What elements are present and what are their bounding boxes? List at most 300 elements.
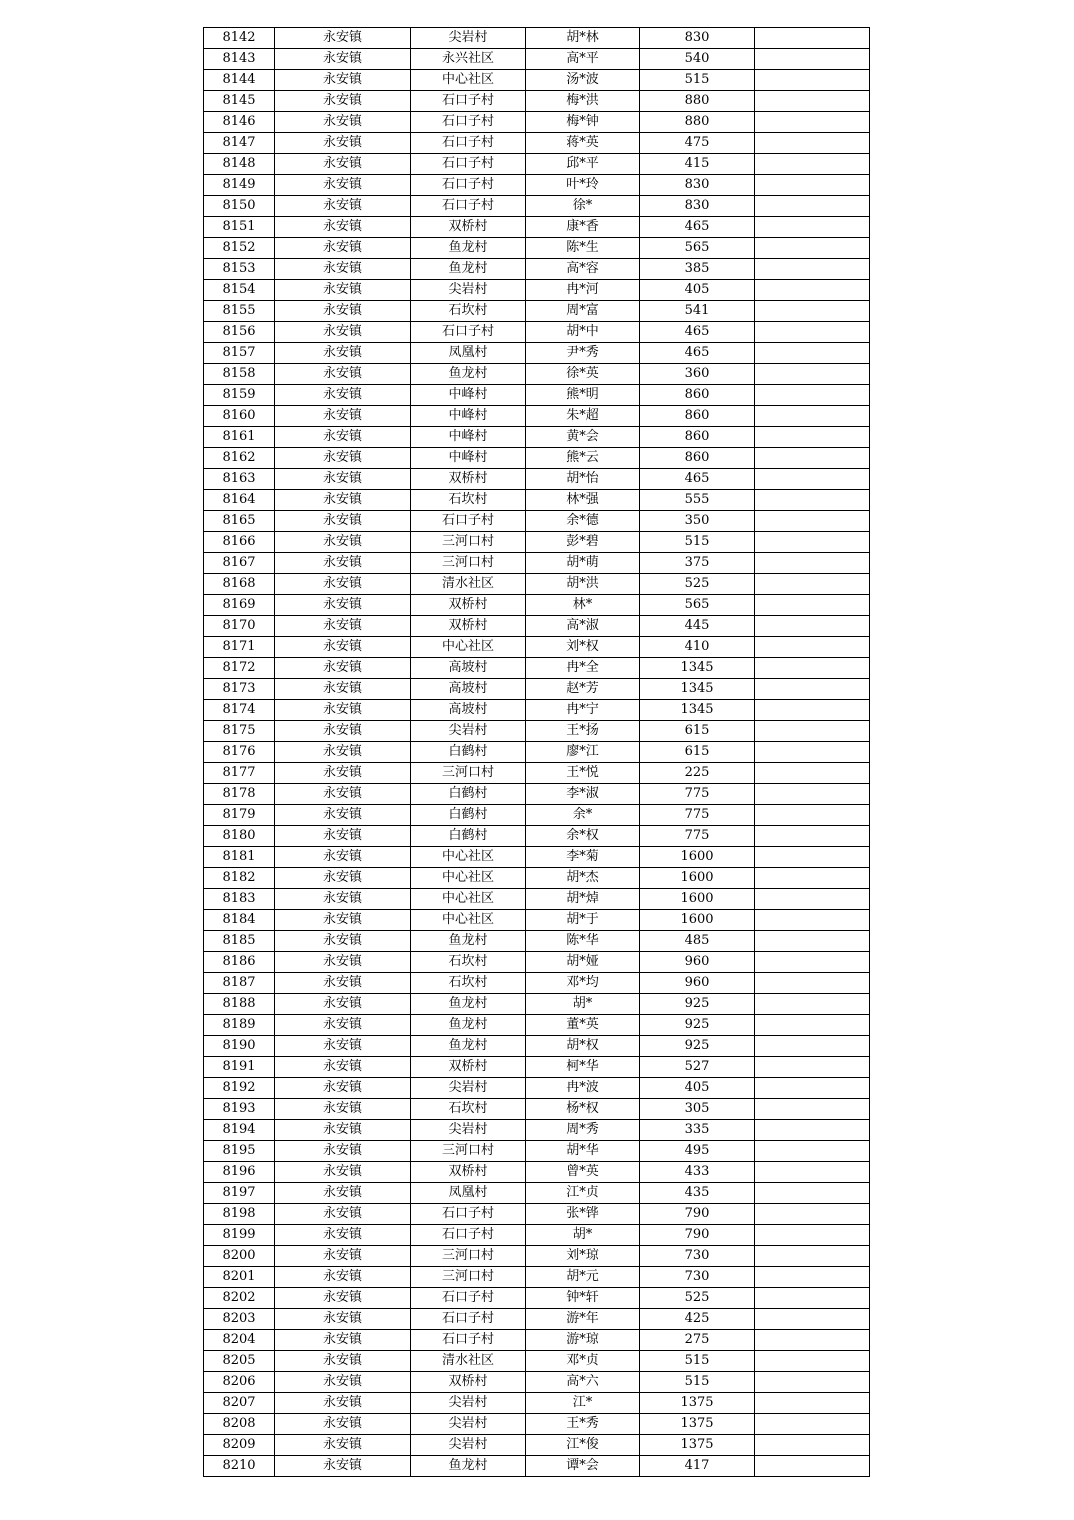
table-row (204, 259, 870, 280)
cell-amount: 445 (640, 616, 755, 637)
cell-village: 石口子村 (411, 1309, 526, 1330)
cell-town: 永安镇 (275, 952, 411, 973)
cell-town: 永安镇 (275, 1372, 411, 1393)
cell-town: 永安镇 (275, 511, 411, 532)
table-row (204, 679, 870, 700)
cell-remark (755, 322, 870, 343)
cell-town: 永安镇 (275, 1330, 411, 1351)
cell-index: 8175 (204, 721, 275, 742)
cell-index: 8171 (204, 637, 275, 658)
cell-index: 8168 (204, 574, 275, 595)
cell-name: 冉*宁 (526, 700, 640, 721)
cell-remark (755, 784, 870, 805)
cell-index: 8176 (204, 742, 275, 763)
cell-village: 中心社区 (411, 637, 526, 658)
cell-index: 8179 (204, 805, 275, 826)
cell-index: 8149 (204, 175, 275, 196)
cell-amount: 335 (640, 1120, 755, 1141)
cell-remark (755, 280, 870, 301)
table-row (204, 1330, 870, 1351)
cell-name: 康*香 (526, 217, 640, 238)
cell-amount: 475 (640, 133, 755, 154)
cell-town: 永安镇 (275, 868, 411, 889)
cell-amount: 515 (640, 70, 755, 91)
cell-name: 周*秀 (526, 1120, 640, 1141)
cell-village: 中心社区 (411, 847, 526, 868)
cell-index: 8205 (204, 1351, 275, 1372)
cell-remark (755, 1372, 870, 1393)
cell-name: 梅*钟 (526, 112, 640, 133)
cell-index: 8197 (204, 1183, 275, 1204)
cell-remark (755, 196, 870, 217)
cell-town: 永安镇 (275, 616, 411, 637)
cell-town: 永安镇 (275, 154, 411, 175)
cell-remark (755, 1435, 870, 1456)
cell-village: 石坎村 (411, 301, 526, 322)
cell-index: 8142 (204, 28, 275, 49)
cell-remark (755, 805, 870, 826)
cell-name: 陈*华 (526, 931, 640, 952)
cell-remark (755, 742, 870, 763)
cell-amount: 830 (640, 196, 755, 217)
cell-index: 8178 (204, 784, 275, 805)
cell-town: 永安镇 (275, 679, 411, 700)
cell-amount: 790 (640, 1204, 755, 1225)
cell-town: 永安镇 (275, 217, 411, 238)
cell-remark (755, 889, 870, 910)
cell-index: 8191 (204, 1057, 275, 1078)
cell-remark (755, 994, 870, 1015)
cell-name: 胡*萌 (526, 553, 640, 574)
cell-village: 石口子村 (411, 322, 526, 343)
cell-remark (755, 1225, 870, 1246)
cell-index: 8166 (204, 532, 275, 553)
cell-amount: 385 (640, 259, 755, 280)
table-row (204, 1015, 870, 1036)
table-row (204, 1267, 870, 1288)
cell-village: 石口子村 (411, 112, 526, 133)
cell-amount: 305 (640, 1099, 755, 1120)
cell-village: 凤凰村 (411, 343, 526, 364)
cell-town: 永安镇 (275, 658, 411, 679)
cell-index: 8164 (204, 490, 275, 511)
cell-village: 尖岩村 (411, 1078, 526, 1099)
cell-town: 永安镇 (275, 889, 411, 910)
cell-town: 永安镇 (275, 910, 411, 931)
cell-name: 徐*英 (526, 364, 640, 385)
cell-village: 石口子村 (411, 154, 526, 175)
cell-town: 永安镇 (275, 322, 411, 343)
cell-village: 鱼龙村 (411, 364, 526, 385)
cell-town: 永安镇 (275, 847, 411, 868)
cell-amount: 1600 (640, 847, 755, 868)
table-row (204, 427, 870, 448)
table-row (204, 217, 870, 238)
cell-remark (755, 1267, 870, 1288)
cell-amount: 465 (640, 343, 755, 364)
table-row (204, 28, 870, 49)
table-row (204, 868, 870, 889)
cell-amount: 860 (640, 427, 755, 448)
cell-remark (755, 1057, 870, 1078)
cell-village: 三河口村 (411, 1141, 526, 1162)
cell-name: 蒋*英 (526, 133, 640, 154)
cell-name: 余*权 (526, 826, 640, 847)
cell-name: 邓*均 (526, 973, 640, 994)
cell-name: 高*平 (526, 49, 640, 70)
table-row (204, 511, 870, 532)
cell-amount: 225 (640, 763, 755, 784)
cell-index: 8184 (204, 910, 275, 931)
cell-town: 永安镇 (275, 721, 411, 742)
cell-amount: 410 (640, 637, 755, 658)
cell-name: 刘*琼 (526, 1246, 640, 1267)
cell-index: 8155 (204, 301, 275, 322)
cell-name: 胡*于 (526, 910, 640, 931)
cell-town: 永安镇 (275, 406, 411, 427)
cell-village: 三河口村 (411, 553, 526, 574)
cell-remark (755, 868, 870, 889)
cell-name: 高*六 (526, 1372, 640, 1393)
cell-index: 8206 (204, 1372, 275, 1393)
cell-remark (755, 1309, 870, 1330)
cell-town: 永安镇 (275, 595, 411, 616)
cell-name: 胡*娅 (526, 952, 640, 973)
cell-remark (755, 70, 870, 91)
cell-name: 胡*杰 (526, 868, 640, 889)
cell-amount: 350 (640, 511, 755, 532)
cell-amount: 465 (640, 217, 755, 238)
cell-village: 双桥村 (411, 595, 526, 616)
cell-index: 8147 (204, 133, 275, 154)
cell-index: 8153 (204, 259, 275, 280)
cell-remark (755, 406, 870, 427)
cell-remark (755, 448, 870, 469)
table-row (204, 1162, 870, 1183)
cell-index: 8196 (204, 1162, 275, 1183)
table-row (204, 238, 870, 259)
table-row (204, 469, 870, 490)
cell-name: 胡*焯 (526, 889, 640, 910)
cell-village: 石口子村 (411, 133, 526, 154)
cell-amount: 1345 (640, 658, 755, 679)
table-row (204, 574, 870, 595)
cell-index: 8190 (204, 1036, 275, 1057)
cell-name: 王*秀 (526, 1414, 640, 1435)
cell-village: 永兴社区 (411, 49, 526, 70)
cell-amount: 275 (640, 1330, 755, 1351)
cell-village: 三河口村 (411, 763, 526, 784)
cell-town: 永安镇 (275, 91, 411, 112)
cell-name: 王*扬 (526, 721, 640, 742)
cell-amount: 565 (640, 595, 755, 616)
table-row (204, 616, 870, 637)
cell-town: 永安镇 (275, 133, 411, 154)
cell-index: 8189 (204, 1015, 275, 1036)
cell-village: 鱼龙村 (411, 931, 526, 952)
cell-remark (755, 553, 870, 574)
cell-amount: 435 (640, 1183, 755, 1204)
cell-name: 余* (526, 805, 640, 826)
cell-town: 永安镇 (275, 1183, 411, 1204)
cell-remark (755, 112, 870, 133)
cell-index: 8158 (204, 364, 275, 385)
cell-remark (755, 931, 870, 952)
cell-town: 永安镇 (275, 28, 411, 49)
cell-village: 中峰村 (411, 385, 526, 406)
table-row (204, 406, 870, 427)
cell-remark (755, 532, 870, 553)
cell-town: 永安镇 (275, 1414, 411, 1435)
table-row (204, 1141, 870, 1162)
cell-index: 8163 (204, 469, 275, 490)
cell-index: 8152 (204, 238, 275, 259)
cell-index: 8173 (204, 679, 275, 700)
cell-index: 8183 (204, 889, 275, 910)
table-row (204, 1057, 870, 1078)
cell-village: 尖岩村 (411, 28, 526, 49)
cell-village: 三河口村 (411, 532, 526, 553)
cell-remark (755, 721, 870, 742)
cell-town: 永安镇 (275, 1351, 411, 1372)
cell-name: 高*淑 (526, 616, 640, 637)
cell-village: 石坎村 (411, 1099, 526, 1120)
cell-index: 8193 (204, 1099, 275, 1120)
cell-village: 中心社区 (411, 868, 526, 889)
cell-remark (755, 28, 870, 49)
cell-index: 8160 (204, 406, 275, 427)
cell-index: 8148 (204, 154, 275, 175)
cell-village: 石口子村 (411, 1225, 526, 1246)
cell-town: 永安镇 (275, 1078, 411, 1099)
cell-village: 白鹤村 (411, 742, 526, 763)
cell-town: 永安镇 (275, 742, 411, 763)
cell-village: 石坎村 (411, 973, 526, 994)
cell-index: 8185 (204, 931, 275, 952)
table-row (204, 385, 870, 406)
cell-remark (755, 1456, 870, 1477)
cell-village: 双桥村 (411, 1162, 526, 1183)
cell-village: 高坡村 (411, 700, 526, 721)
cell-index: 8144 (204, 70, 275, 91)
cell-name: 余*德 (526, 511, 640, 532)
cell-index: 8165 (204, 511, 275, 532)
cell-index: 8177 (204, 763, 275, 784)
cell-amount: 405 (640, 280, 755, 301)
cell-remark (755, 1330, 870, 1351)
cell-remark (755, 679, 870, 700)
cell-index: 8202 (204, 1288, 275, 1309)
cell-remark (755, 637, 870, 658)
table-row (204, 490, 870, 511)
cell-amount: 880 (640, 91, 755, 112)
cell-name: 张*铧 (526, 1204, 640, 1225)
table-row (204, 847, 870, 868)
cell-remark (755, 1036, 870, 1057)
table-row (204, 301, 870, 322)
table-row (204, 784, 870, 805)
cell-name: 冉*全 (526, 658, 640, 679)
cell-town: 永安镇 (275, 973, 411, 994)
cell-amount: 465 (640, 322, 755, 343)
cell-remark (755, 1246, 870, 1267)
cell-village: 三河口村 (411, 1267, 526, 1288)
cell-amount: 525 (640, 1288, 755, 1309)
cell-name: 熊*云 (526, 448, 640, 469)
cell-village: 双桥村 (411, 217, 526, 238)
cell-index: 8145 (204, 91, 275, 112)
cell-amount: 1600 (640, 889, 755, 910)
cell-remark (755, 973, 870, 994)
cell-name: 赵*芳 (526, 679, 640, 700)
cell-name: 熊*明 (526, 385, 640, 406)
cell-index: 8156 (204, 322, 275, 343)
cell-town: 永安镇 (275, 364, 411, 385)
cell-village: 鱼龙村 (411, 238, 526, 259)
cell-village: 尖岩村 (411, 1435, 526, 1456)
table-row (204, 721, 870, 742)
cell-name: 胡*中 (526, 322, 640, 343)
cell-index: 8154 (204, 280, 275, 301)
cell-amount: 495 (640, 1141, 755, 1162)
cell-name: 林* (526, 595, 640, 616)
cell-name: 廖*江 (526, 742, 640, 763)
table-row (204, 1036, 870, 1057)
cell-name: 胡* (526, 1225, 640, 1246)
cell-remark (755, 910, 870, 931)
cell-town: 永安镇 (275, 1141, 411, 1162)
cell-town: 永安镇 (275, 931, 411, 952)
table-row (204, 49, 870, 70)
cell-amount: 515 (640, 1372, 755, 1393)
cell-amount: 425 (640, 1309, 755, 1330)
cell-village: 白鹤村 (411, 826, 526, 847)
cell-town: 永安镇 (275, 553, 411, 574)
cell-name: 胡*林 (526, 28, 640, 49)
table-body (204, 28, 870, 1477)
cell-index: 8182 (204, 868, 275, 889)
cell-amount: 1375 (640, 1414, 755, 1435)
cell-index: 8169 (204, 595, 275, 616)
cell-village: 双桥村 (411, 1372, 526, 1393)
cell-amount: 541 (640, 301, 755, 322)
cell-town: 永安镇 (275, 826, 411, 847)
cell-village: 双桥村 (411, 1057, 526, 1078)
cell-index: 8192 (204, 1078, 275, 1099)
cell-amount: 465 (640, 469, 755, 490)
cell-amount: 417 (640, 1456, 755, 1477)
cell-village: 白鹤村 (411, 805, 526, 826)
cell-town: 永安镇 (275, 448, 411, 469)
cell-amount: 415 (640, 154, 755, 175)
cell-amount: 1600 (640, 868, 755, 889)
cell-village: 尖岩村 (411, 721, 526, 742)
table-row (204, 1288, 870, 1309)
cell-amount: 565 (640, 238, 755, 259)
cell-town: 永安镇 (275, 1015, 411, 1036)
cell-amount: 775 (640, 805, 755, 826)
cell-village: 石坎村 (411, 490, 526, 511)
cell-index: 8159 (204, 385, 275, 406)
cell-amount: 775 (640, 826, 755, 847)
cell-amount: 515 (640, 532, 755, 553)
table-row (204, 1246, 870, 1267)
cell-index: 8188 (204, 994, 275, 1015)
cell-amount: 730 (640, 1267, 755, 1288)
cell-remark (755, 658, 870, 679)
cell-village: 中心社区 (411, 910, 526, 931)
cell-remark (755, 952, 870, 973)
cell-town: 永安镇 (275, 700, 411, 721)
cell-village: 石口子村 (411, 511, 526, 532)
cell-village: 尖岩村 (411, 1414, 526, 1435)
cell-remark (755, 175, 870, 196)
cell-amount: 615 (640, 721, 755, 742)
cell-town: 永安镇 (275, 112, 411, 133)
cell-name: 王*悦 (526, 763, 640, 784)
cell-town: 永安镇 (275, 301, 411, 322)
cell-amount: 860 (640, 448, 755, 469)
cell-remark (755, 427, 870, 448)
table-row (204, 112, 870, 133)
cell-amount: 527 (640, 1057, 755, 1078)
table-row (204, 805, 870, 826)
cell-remark (755, 595, 870, 616)
cell-index: 8181 (204, 847, 275, 868)
cell-index: 8201 (204, 1267, 275, 1288)
cell-remark (755, 511, 870, 532)
cell-name: 周*富 (526, 301, 640, 322)
cell-amount: 1375 (640, 1393, 755, 1414)
table-row (204, 637, 870, 658)
cell-amount: 830 (640, 175, 755, 196)
cell-index: 8161 (204, 427, 275, 448)
cell-town: 永安镇 (275, 1057, 411, 1078)
cell-name: 徐* (526, 196, 640, 217)
cell-remark (755, 154, 870, 175)
cell-remark (755, 1120, 870, 1141)
cell-amount: 555 (640, 490, 755, 511)
cell-index: 8157 (204, 343, 275, 364)
table-row (204, 133, 870, 154)
cell-name: 谭*会 (526, 1456, 640, 1477)
cell-amount: 360 (640, 364, 755, 385)
cell-name: 江*贞 (526, 1183, 640, 1204)
cell-remark (755, 763, 870, 784)
cell-amount: 775 (640, 784, 755, 805)
cell-remark (755, 259, 870, 280)
cell-name: 冉*波 (526, 1078, 640, 1099)
table-row (204, 1435, 870, 1456)
cell-index: 8180 (204, 826, 275, 847)
cell-name: 冉*河 (526, 280, 640, 301)
cell-name: 江* (526, 1393, 640, 1414)
cell-town: 永安镇 (275, 490, 411, 511)
table-row (204, 1099, 870, 1120)
cell-remark (755, 1015, 870, 1036)
cell-town: 永安镇 (275, 1162, 411, 1183)
cell-remark (755, 826, 870, 847)
cell-remark (755, 343, 870, 364)
cell-town: 永安镇 (275, 1099, 411, 1120)
cell-town: 永安镇 (275, 343, 411, 364)
table-row (204, 1372, 870, 1393)
cell-index: 8146 (204, 112, 275, 133)
table-row (204, 364, 870, 385)
cell-town: 永安镇 (275, 1309, 411, 1330)
cell-amount: 1600 (640, 910, 755, 931)
cell-name: 叶*玲 (526, 175, 640, 196)
